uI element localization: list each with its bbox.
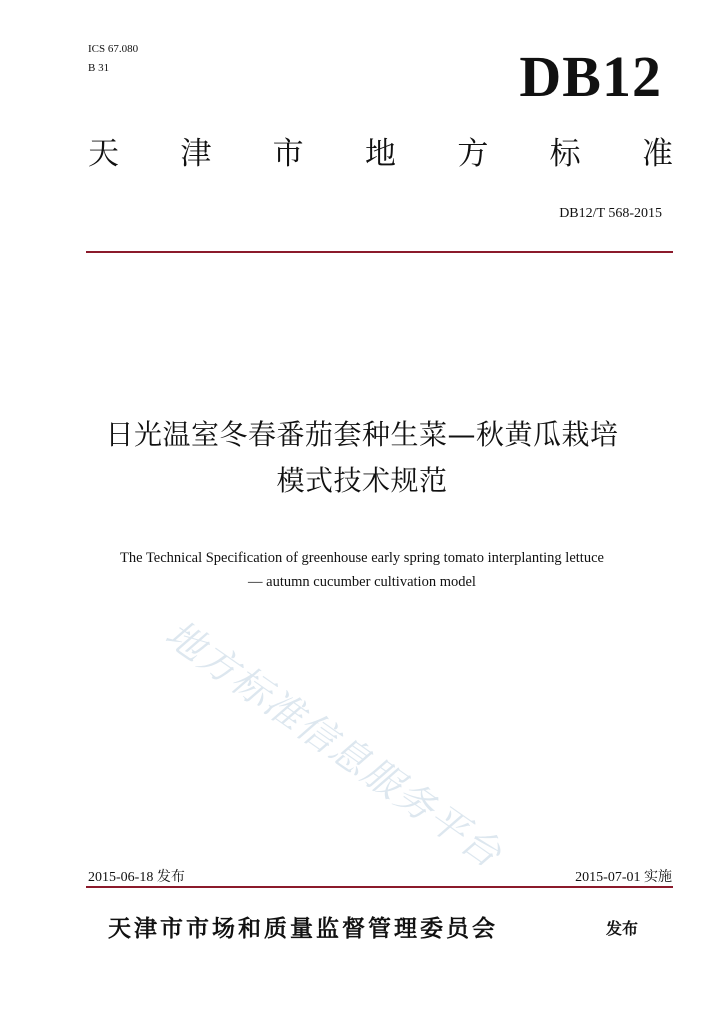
standard-type-char: 津 [180,136,212,172]
title-cn-line: 模式技术规范 [276,464,448,497]
standard-type-char: 市 [272,136,304,172]
issuing-authority: 天津市市场和质量监督管理委员会 [108,916,498,942]
header-divider [86,251,673,253]
standard-type-char: 标 [549,136,581,172]
standard-code-mark: DB12 [519,44,662,109]
implementation-date: 2015-07-01 实施 [575,870,672,885]
title-cn-line: 日光温室冬春番茄套种生菜—秋黄瓜栽培 [105,418,619,451]
classification-code: B 31 [88,62,110,74]
standard-type-char: 地 [364,136,396,172]
standard-type-char: 方 [457,136,489,172]
ics-code: ICS 67.080 [88,43,139,55]
standard-type-char: 天 [88,136,119,172]
document-title-en [0,546,724,594]
standard-type-heading [88,134,673,174]
standard-type-char: 准 [641,136,673,172]
standard-number: DB12/T 568-2015 [559,206,662,221]
footer-divider [86,886,673,888]
title-en-line: — autumn cucumber cultivation model [248,574,476,590]
title-en-line: The Technical Specification of greenhouse early spring tomato interplanting lettuce [120,550,604,566]
issue-date: 2015-06-18 发布 [88,870,185,885]
document-title-cn [0,412,724,504]
watermark: 地方标准信息服务平台 [157,611,511,877]
issue-label: 发布 [606,919,639,938]
